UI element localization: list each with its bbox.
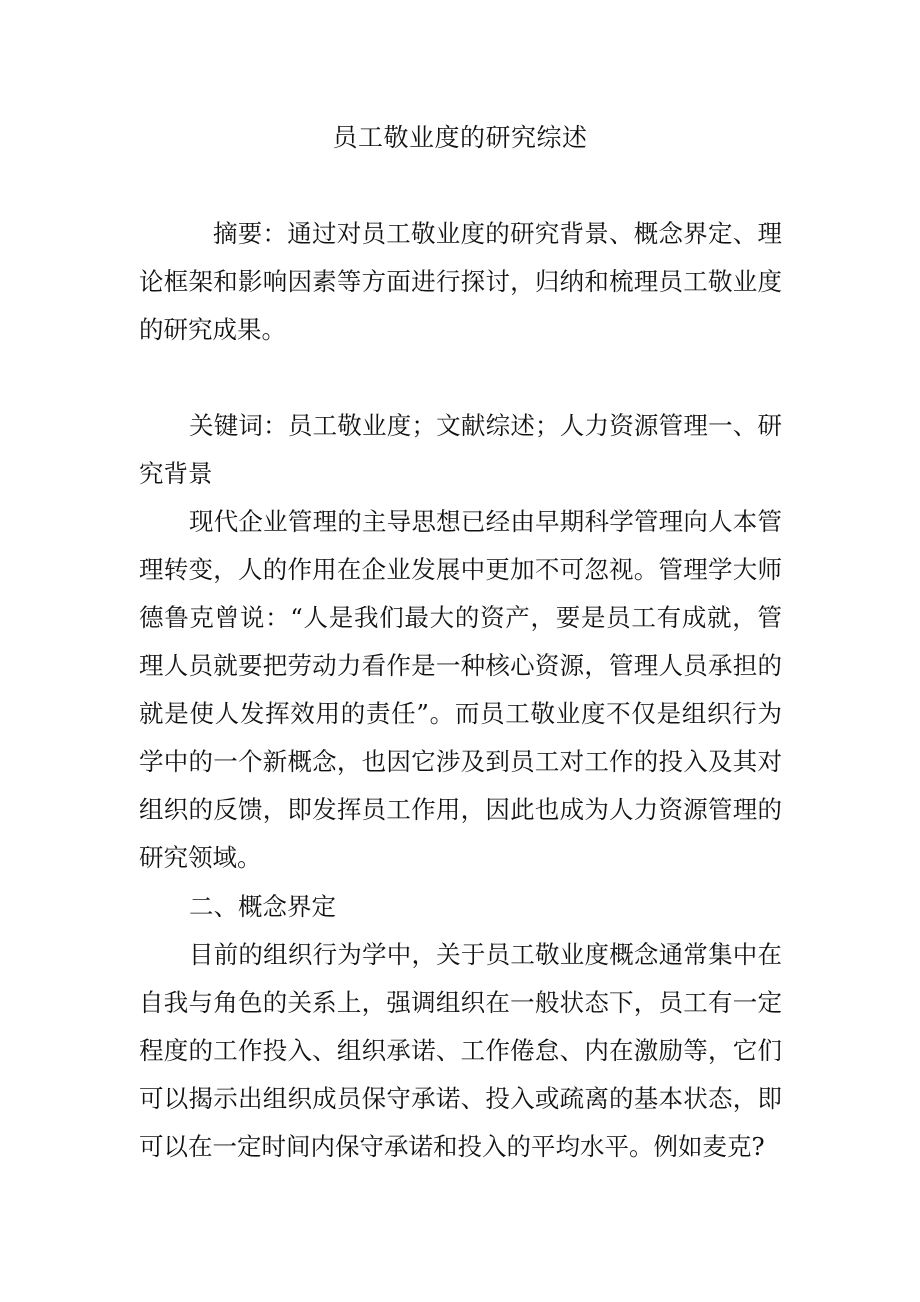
keywords-paragraph: 关键词：员工敬业度；文献综述；人力资源管理一、研究背景 — [139, 411, 782, 488]
document-title: 员工敬业度的研究综述 — [332, 123, 588, 152]
section-heading-concept: 二、概念界定 — [189, 892, 336, 921]
concept-paragraph: 目前的组织行为学中，关于员工敬业度概念通常集中在自我与角色的关系上，强调组织在一般状态下，员工有一定程度的工作投入、组织承诺、工作倦怠、内在激励等，它们可以揭示出组织成员保守承诺、投入或疏离的基本状态，即可以在一定时间内保守承诺和投入的平均水平。例如麦克? — [139, 940, 782, 1161]
abstract-paragraph: 摘要：通过对员工敬业度的研究背景、概念界定、理论框架和影响因素等方面进行探讨，归纳和梳理员工敬业度的研究成果。 — [139, 219, 782, 344]
background-paragraph: 现代企业管理的主导思想已经由早期科学管理向人本管理转变，人的作用在企业发展中更加不可忽视。管理学大师德鲁克曾说：“人是我们最大的资产，要是员工有成就，管理人员就要把劳动力看作是一种核心资源，管理人员承担的就是使人发挥效用的责任”。而员工敬业度不仅是组织行为学中的一个新概念，也因它涉及到员工对工作的投入及其对组织的反馈，即发挥员工作用，因此也成为人力资源管理的研究领域。 — [139, 507, 782, 872]
